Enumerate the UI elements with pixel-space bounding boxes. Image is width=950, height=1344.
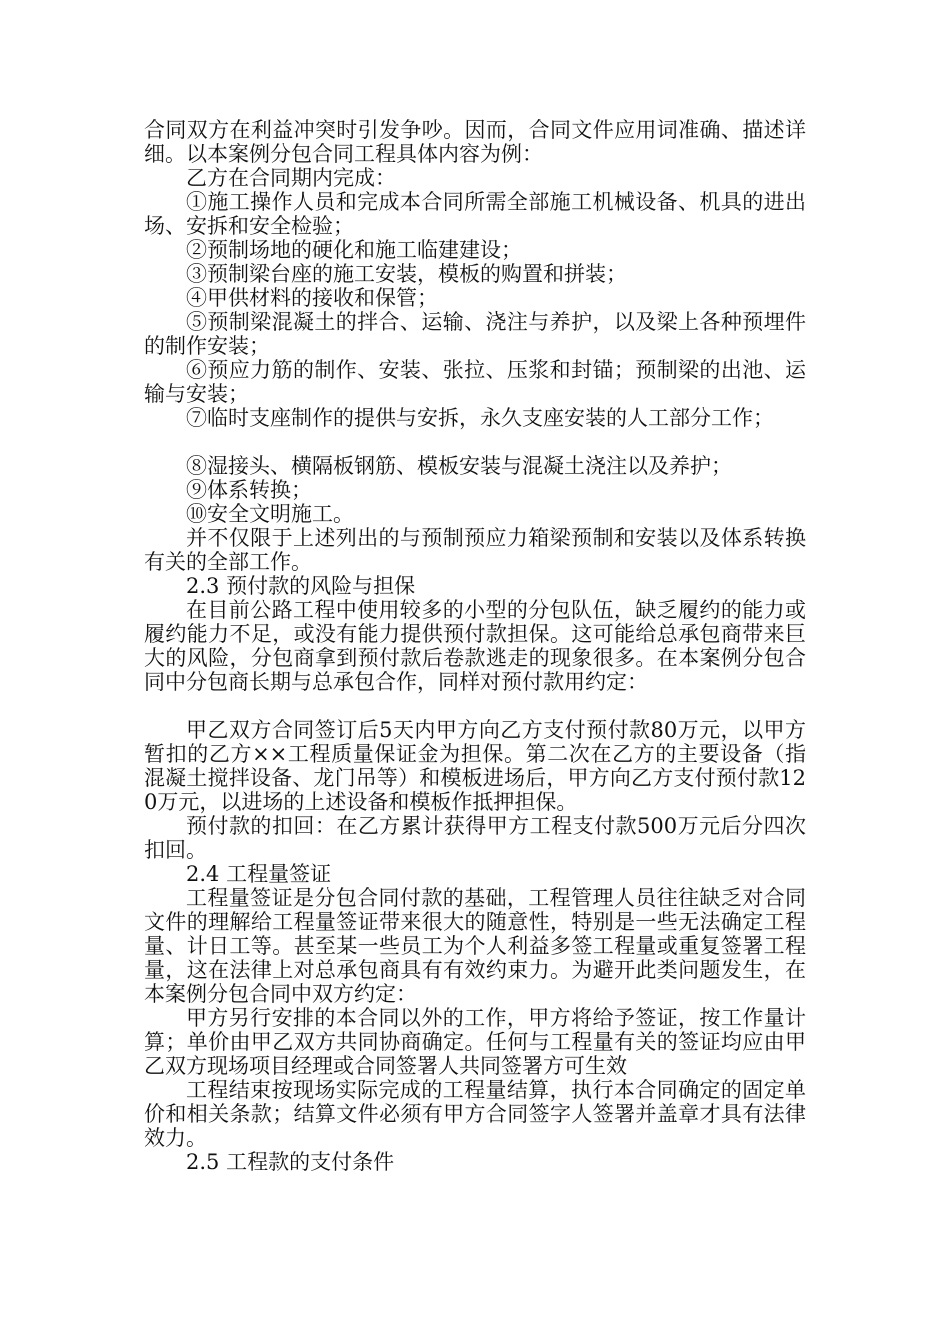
list-item-1: ①施工操作人员和完成本合同所需全部施工机械设备、机具的进出场、安拆和安全检验； (144, 190, 806, 238)
blank-line (144, 694, 806, 718)
paragraph-scope-heading: 乙方在合同期内完成： (186, 166, 396, 190)
paragraph-extra-work: 甲方另行安排的本合同以外的工作，甲方将给予签证，按工作量计算；单价由甲乙双方共同协商确定。任何与工程量有关的签证均应由甲乙双方现场项目经理或合同签署人共同签署方可生效 (144, 1006, 806, 1078)
list-item-3: ③预制梁台座的施工安装，模板的购置和拼装； (186, 262, 627, 286)
section-heading-2-3: 2.3 预付款的风险与担保 (186, 574, 416, 598)
paragraph-settlement: 工程结束按现场实际完成的工程量结算，执行本合同确定的固定单价和相关条款；结算文件必须有甲方合同签字人签署并盖章才具有法律效力。 (144, 1078, 806, 1150)
list-item-4: ④甲供材料的接收和保管； (186, 286, 438, 310)
list-item-10: ⑩安全文明施工。 (186, 502, 354, 526)
paragraph-scope-note: 并不仅限于上述列出的与预制预应力箱梁预制和安装以及体系转换有关的全部工作。 (144, 526, 806, 574)
blank-line (144, 430, 806, 454)
list-item-5: ⑤预制梁混凝土的拌合、运输、浇注与养护，以及梁上各种预埋件的制作安装； (144, 310, 806, 358)
paragraph-quantity-visa: 工程量签证是分包合同付款的基础，工程管理人员往往缺乏对合同文件的理解给工程量签证带来很大的随意性，特别是一些无法确定工程量、计日工等。甚至某一些员工为个人利益多签工程量或重复签署工程量，这在法律上对总承包商具有有效约束力。为避开此类问题发生，在本案例分包合同中双方约定： (144, 886, 806, 1006)
list-item-2: ②预制场地的硬化和施工临建建设； (186, 238, 522, 262)
list-item-7: ⑦临时支座制作的提供与安拆，永久支座安装的人工部分工作； (186, 406, 774, 430)
paragraph-intro: 合同双方在利益冲突时引发争吵。因而，合同文件应用词准确、描述详细。以本案例分包合同工程具体内容为例： (144, 118, 806, 166)
paragraph-advance-risk: 在目前公路工程中使用较多的小型的分包队伍，缺乏履约的能力或履约能力不足，或没有能力提供预付款担保。这可能给总承包商带来巨大的风险，分包商拿到预付款后卷款逃走的现象很多。在本案例分包合同中分包商长期与总承包合作，同样对预付款用约定： (144, 598, 806, 694)
section-heading-2-4: 2.4 工程量签证 (186, 862, 332, 886)
list-item-6: ⑥预应力筋的制作、安装、张拉、压浆和封锚；预制梁的出池、运输与安装； (144, 358, 806, 406)
paragraph-advance-terms: 甲乙双方合同签订后5天内甲方向乙方支付预付款80万元，以甲方暂扣的乙方××工程质量保证金为担保。第二次在乙方的主要设备（指混凝土搅拌设备、龙门吊等）和模板进场后，甲方向乙方支付预付款120万元，以进场的上述设备和模板作抵押担保。 (144, 718, 806, 814)
document-page (144, 118, 806, 1174)
list-item-8: ⑧湿接头、横隔板钢筋、模板安装与混凝土浇注以及养护； (186, 454, 732, 478)
list-item-9: ⑨体系转换； (186, 478, 312, 502)
section-heading-2-5: 2.5 工程款的支付条件 (186, 1150, 395, 1174)
paragraph-advance-deduction: 预付款的扣回：在乙方累计获得甲方工程支付款500万元后分四次扣回。 (144, 814, 806, 862)
